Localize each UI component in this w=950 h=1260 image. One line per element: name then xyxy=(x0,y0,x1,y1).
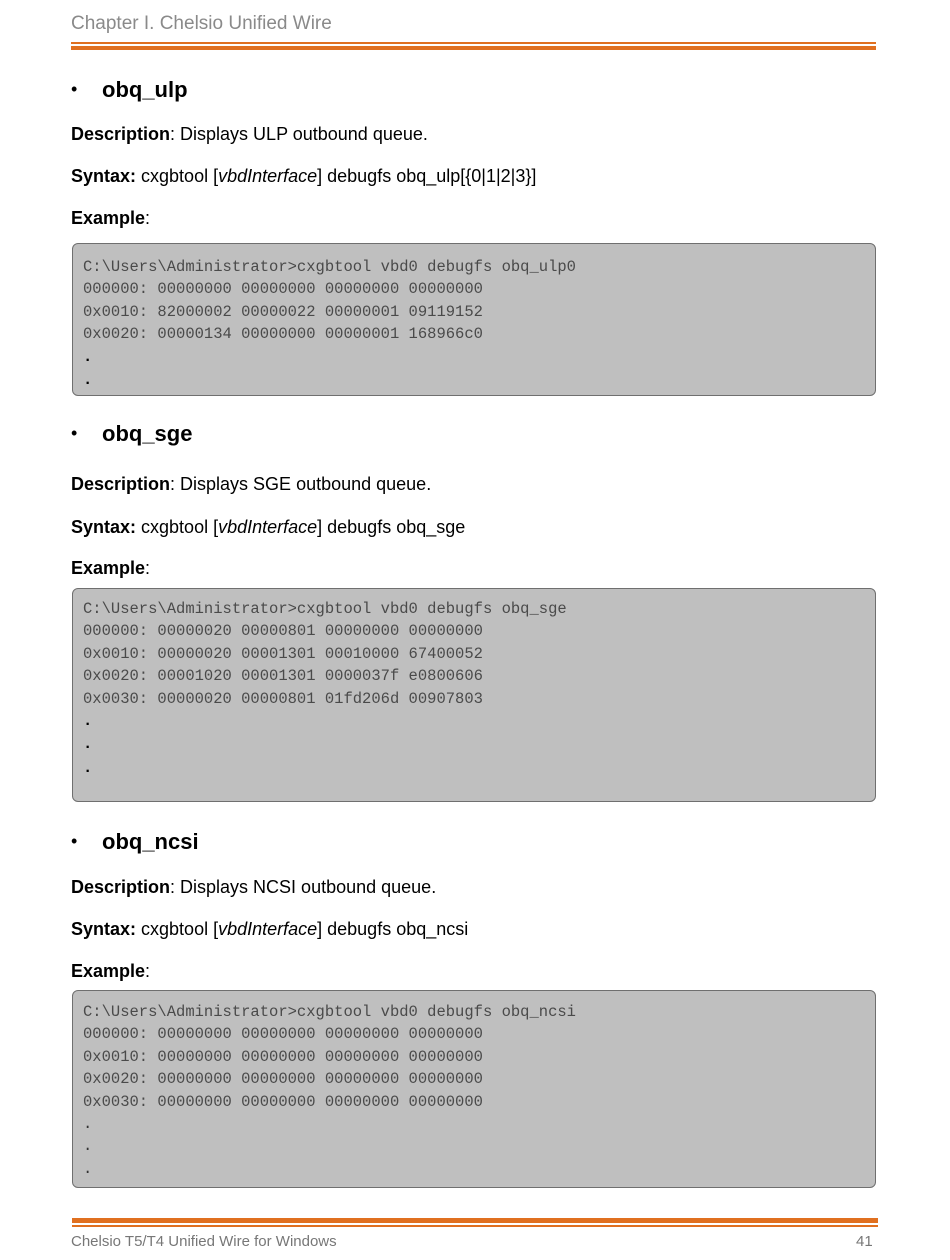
code-block-obq-sge xyxy=(72,588,876,802)
code-block-obq-ncsi xyxy=(72,990,876,1188)
code-line: 0x0010: 00000000 00000000 00000000 00000000 xyxy=(83,1047,483,1066)
code-line: 000000: 00000000 00000000 00000000 00000000 xyxy=(83,280,483,299)
section-heading-obq-sge: • obq_sge xyxy=(71,421,193,446)
description-obq-sge: Description: Displays SGE outbound queue. xyxy=(71,474,432,494)
code-block-obq-ulp xyxy=(72,243,876,396)
code-line: 0x0030: 00000020 00000801 01fd206d 00907803 xyxy=(83,689,483,708)
code-line: 0x0010: 82000002 00000022 00000001 09119152 xyxy=(83,302,483,321)
code-line: 000000: 00000000 00000000 00000000 00000000 xyxy=(83,1025,483,1044)
code-line: 0x0020: 00000000 00000000 00000000 00000000 xyxy=(83,1070,483,1089)
code-line: C:\Users\Administrator>cxgbtool vbd0 debugfs obq_ulp0 xyxy=(83,258,576,276)
footer-document-title: Chelsio T5/T4 Unified Wire for Windows xyxy=(71,1233,337,1250)
code-line: 000000: 00000020 00000801 00000000 00000000 xyxy=(83,622,483,641)
code-ellipsis: . xyxy=(83,1159,93,1178)
code-line: C:\Users\Administrator>cxgbtool vbd0 debugfs obq_ncsi xyxy=(83,1003,576,1021)
syntax-obq-sge: Syntax: cxgbtool [vbdInterface] debugfs obq_sge xyxy=(71,517,466,537)
section-heading-obq-ncsi: • obq_ncsi xyxy=(71,829,199,854)
code-ellipsis: . xyxy=(83,347,93,366)
syntax-obq-ncsi: Syntax: cxgbtool [vbdInterface] debugfs obq_ncsi xyxy=(71,919,469,939)
code-ellipsis: . xyxy=(83,758,93,777)
section-heading-obq-ulp: • obq_ulp xyxy=(71,77,188,102)
syntax-obq-ulp: Syntax: cxgbtool [vbdInterface] debugfs obq_ulp[{0|1|2|3}] xyxy=(71,166,537,186)
footer-rule xyxy=(72,1218,878,1227)
page-number: 41 xyxy=(856,1233,873,1250)
description-obq-ulp: Description: Displays ULP outbound queue. xyxy=(71,124,428,144)
code-ellipsis: . xyxy=(83,711,93,730)
code-ellipsis: . xyxy=(83,735,93,754)
code-line: 0x0020: 00001020 00001301 0000037f e0800606 xyxy=(83,667,483,686)
example-label-obq-ncsi: Example: xyxy=(71,961,151,981)
code-ellipsis: . xyxy=(83,1137,93,1156)
header-rule xyxy=(71,42,876,50)
code-line: 0x0010: 00000020 00001301 00010000 67400052 xyxy=(83,644,483,663)
code-ellipsis: . xyxy=(83,1114,93,1133)
code-line: C:\Users\Administrator>cxgbtool vbd0 debugfs obq_sge xyxy=(83,600,567,618)
example-label-obq-ulp: Example: xyxy=(71,208,151,228)
example-label-obq-sge: Example: xyxy=(71,558,151,578)
code-ellipsis: . xyxy=(83,371,93,390)
description-obq-ncsi: Description: Displays NCSI outbound queue. xyxy=(71,877,437,897)
chapter-title: Chapter I. Chelsio Unified Wire xyxy=(71,13,332,34)
code-line: 0x0020: 00000134 00000000 00000001 168966c0 xyxy=(83,325,483,344)
code-line: 0x0030: 00000000 00000000 00000000 00000000 xyxy=(83,1092,483,1111)
